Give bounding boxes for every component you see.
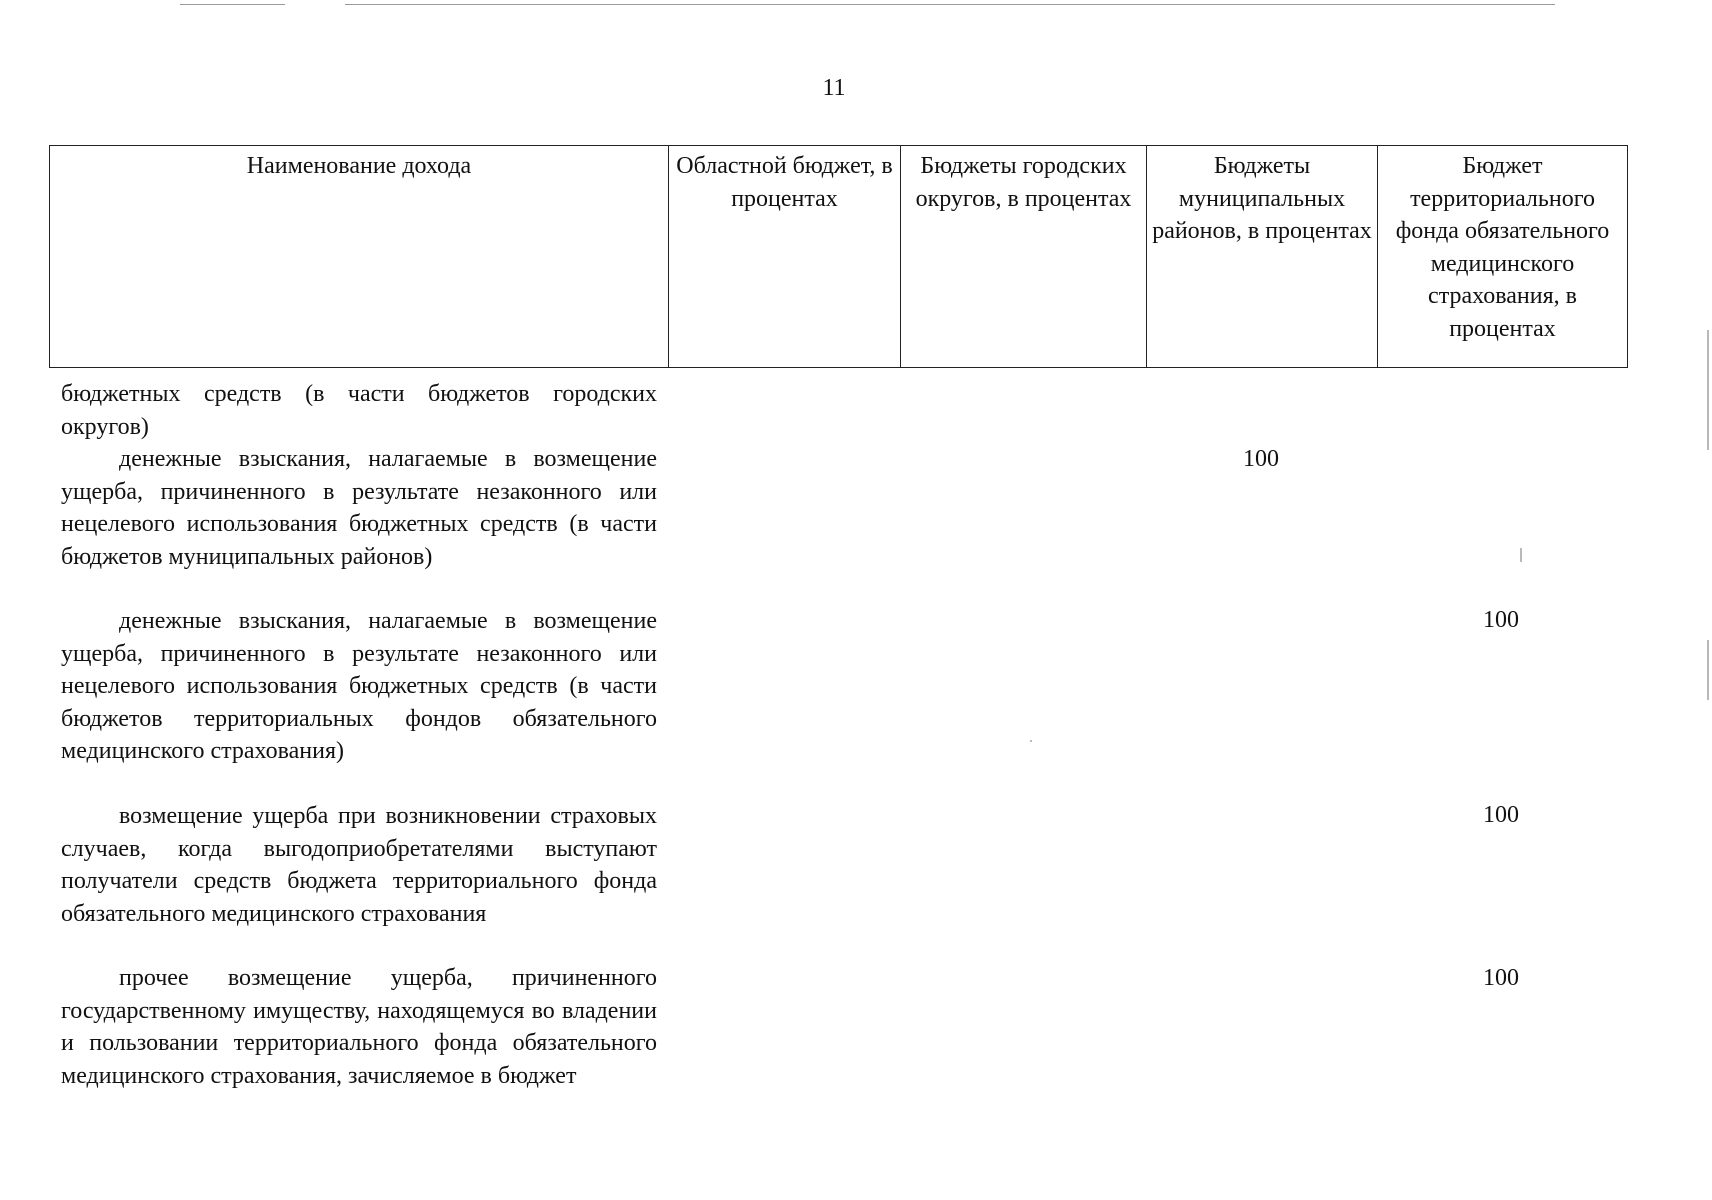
scan-artifact-mark (1520, 548, 1522, 562)
scan-artifact-line (345, 4, 1555, 5)
income-row-text: денежные взыскания, налагаемые в возмещение ущерба, причиненного в результате незаконного или нецелевого использования бюджетных средств (в части бюджетов муниципальных районов) (61, 446, 657, 570)
column-header-fund-budget: Бюджет территориального фонда обязательного медицинского страхования, в процентах (1378, 146, 1628, 368)
income-row-text: бюджетных средств (в части бюджетов городских округов) (61, 381, 657, 440)
income-row-text: прочее возмещение ущерба, причиненного государственному имуществу, находящемуся во владении и пользовании территориального фонда обязательного медицинского страхования, зачисляемое в бюджет (61, 965, 657, 1089)
income-table-header (49, 145, 1628, 368)
column-header-city-budgets: Бюджеты городских округов, в процентах (901, 146, 1147, 368)
column-header-regional-budget: Областной бюджет, в процентах (669, 146, 901, 368)
scan-artifact-mark (1030, 740, 1032, 742)
scan-artifact-mark (1707, 640, 1709, 700)
income-row-text: возмещение ущерба при возникновении страховых случаев, когда выгодоприобретателями выступают получатели средств бюджета территориального фонда обязательного медицинского страхования (61, 803, 657, 927)
column-header-municipal-budgets: Бюджеты муниципальных районов, в процентах (1147, 146, 1378, 368)
page-number: 11 (822, 75, 846, 101)
scan-artifact-line (180, 4, 285, 5)
income-row-value-fund: 100 (1483, 607, 1519, 633)
income-row-value-fund: 100 (1483, 802, 1519, 828)
income-row-value-fund: 100 (1483, 965, 1519, 991)
column-header-income-name: Наименование дохода (50, 146, 669, 368)
income-row-value-municipal: 100 (1243, 446, 1279, 472)
income-row-text: денежные взыскания, налагаемые в возмещение ущерба, причиненного в результате незаконного или нецелевого использования бюджетных средств (в части бюджетов территориальных фондов обязательного медицинского страхования) (61, 608, 657, 764)
scan-artifact-mark (1707, 330, 1709, 450)
